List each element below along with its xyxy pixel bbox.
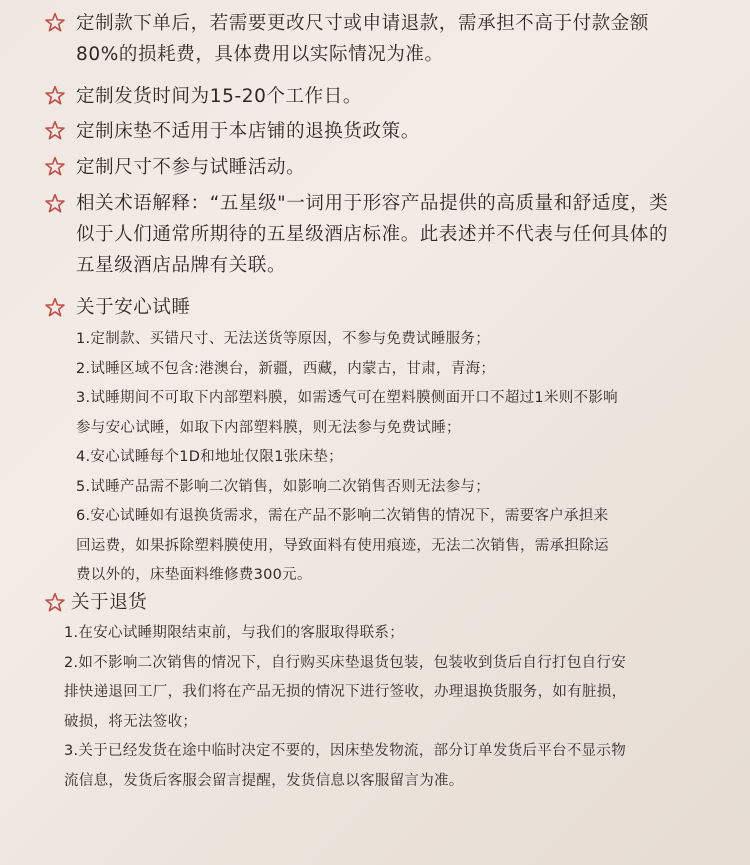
list-item: 排快递退回工厂，我们将在产品无损的情况下进行签收，办理退换货服务，如有脏损，: [64, 684, 627, 700]
star-outline-icon: [44, 156, 66, 178]
policy-item: [76, 188, 728, 281]
list-item: 1.定制款、买错尺寸、无法送货等原因，不参与免费试睡服务；: [76, 331, 491, 347]
policy-line: 定制床垫不适用于本店铺的退换货政策。: [76, 121, 420, 142]
policy-line: 定制款下单后，若需要更改尺寸或申请退款，需承担不高于付款金额: [76, 13, 650, 34]
policy-item: [76, 152, 728, 183]
star-outline-icon: [44, 85, 66, 107]
list-item: 回运费，如果拆除塑料膜使用，导致面料有使用痕迹，无法二次销售，需承担除运: [76, 537, 609, 554]
list-item: 参与安心试睡，如取下内部塑料膜，则无法参与免费试睡；: [76, 419, 461, 436]
policy-line: 五星级酒店品牌有关联。: [76, 255, 287, 276]
list-item: 3.试睡期间不可取下内部塑料膜，如需透气可在塑料膜侧面开口不超过1米则不影响: [76, 390, 618, 406]
policy-item: [76, 8, 728, 70]
list-item: 3.关于已经发货在途中临时决定不要的，因床垫发物流，部分订单发货后平台不显示物: [64, 743, 627, 759]
list-item: 流信息，发货后客服会留言提醒，发货信息以客服留言为准。: [64, 772, 464, 789]
list-item: 2.试睡区域不包含:港澳台，新疆，西藏，内蒙古，甘肃，青海；: [76, 360, 496, 377]
star-outline-icon: [44, 592, 66, 614]
list-item: 1.在安心试睡期限结束前，与我们的客服取得联系；: [64, 625, 405, 641]
list-item: 5.试睡产品需不影响二次销售，如影响二次销售否则无法参与；: [76, 478, 491, 495]
list-item: 4.安心试睡每个1D和地址仅限1张床垫；: [76, 449, 343, 465]
policy-line: 定制尺寸不参与试睡活动。: [76, 157, 306, 178]
return-rules: [64, 619, 626, 796]
list-item: 6.安心试睡如有退换货需求，需在产品不影响二次销售的情况下，需要客户承担来: [76, 508, 609, 524]
policy-item: [76, 81, 728, 112]
star-outline-icon: [44, 12, 66, 34]
section-title-trial: 关于安心试睡: [76, 297, 191, 318]
star-outline-icon: [44, 193, 66, 215]
star-outline-icon: [44, 120, 66, 142]
policy-line: 80%的损耗费，具体费用以实际情况为准。: [76, 44, 444, 65]
list-item: 2.如不影响二次销售的情况下，自行购买床垫退货包装，包装收到货后自行打包自行安: [64, 654, 627, 671]
section-title-return: 关于退货: [71, 592, 148, 613]
list-item: 费以外的，床垫面料维修费300元。: [76, 567, 312, 583]
list-item: 破损，将无法签收；: [64, 713, 198, 730]
policy-line: 似于人们通常所期待的五星级酒店标准。此表述并不代表与任何具体的: [76, 224, 669, 245]
policy-line: 相关术语解释：“五星级"一词用于形容产品提供的高质量和舒适度，类: [76, 193, 669, 214]
policy-item: [76, 116, 728, 147]
policy-line: 定制发货时间为15-20个工作日。: [76, 86, 362, 107]
star-outline-icon: [44, 297, 66, 319]
trial-rules: [76, 325, 618, 591]
